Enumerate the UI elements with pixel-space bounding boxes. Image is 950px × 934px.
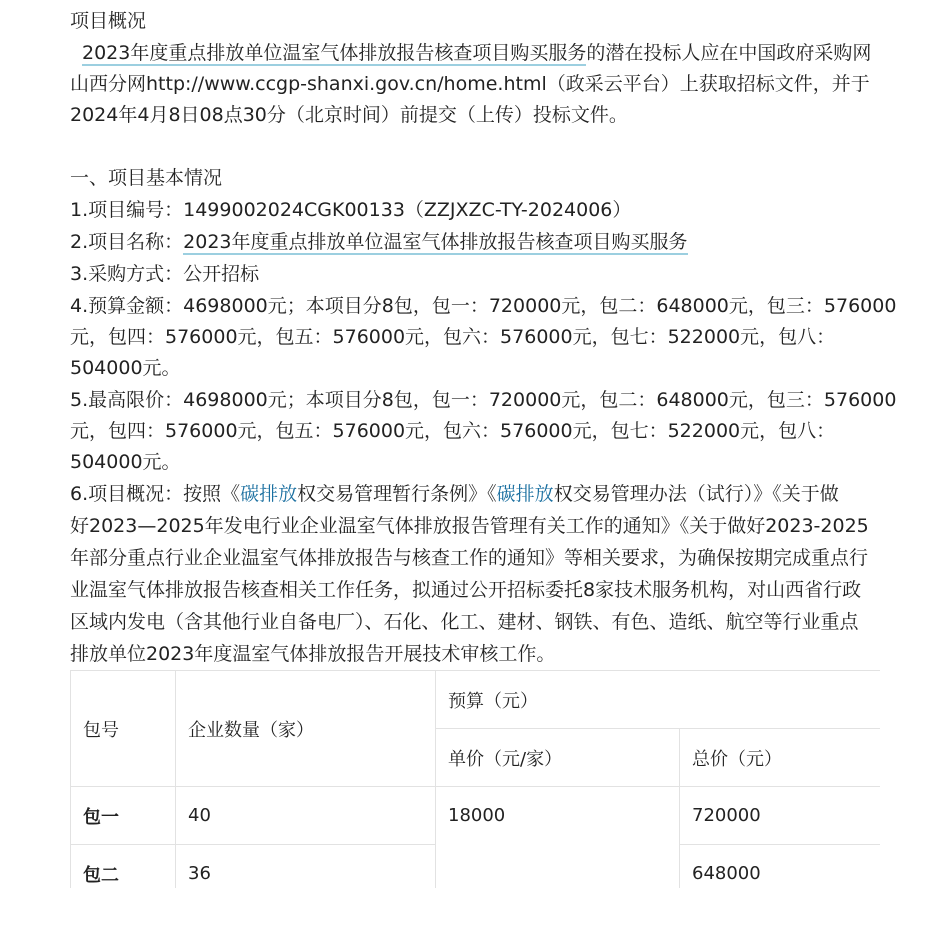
- overview-text-a: 6.项目概况：按照《: [70, 483, 241, 505]
- project-name-line: [70, 227, 688, 258]
- budget-line-1: 4.预算金额：4698000元；本项目分8包，包一：720000元，包二：648000元，包三：576000: [70, 295, 897, 317]
- cell-package: 包一: [71, 787, 176, 845]
- budget-line-3: 504000元。: [70, 357, 181, 379]
- header-total-price: 总价（元）: [680, 729, 881, 787]
- intro-line-3: 2024年4月8日08点30分（北京时间）前提交（上传）投标文件。: [70, 104, 628, 126]
- maxprice-line-2: 元，包四：576000元，包五：576000元，包六：576000元，包七：522000元，包八：: [70, 420, 836, 442]
- budget-line-2: 元，包四：576000元，包五：576000元，包六：576000元，包七：522000元，包八：: [70, 326, 836, 348]
- project-name-link-2[interactable]: 2023年度重点排放单位温室气体排放报告核查项目购买服务: [183, 231, 688, 253]
- intro-line-2: 山西分网http://www.ccgp-shanxi.gov.cn/home.html（政采云平台）上获取招标文件，并于: [70, 73, 870, 95]
- overview-line-3: 年部分重点行业企业温室气体排放报告与核查工作的通知》等相关要求，为确保按期完成重点行: [70, 547, 869, 569]
- header-count: 企业数量（家）: [176, 671, 436, 787]
- project-name-link[interactable]: 2023年度重点排放单位温室气体排放报告核查项目购买服务: [82, 42, 587, 64]
- cell-total: 720000: [680, 787, 881, 845]
- overview-text-b: 权交易管理暂行条例》《: [297, 483, 497, 505]
- header-package: 包号: [71, 671, 176, 787]
- intro-text-1: 的潜在投标人应在中国政府采购网: [586, 42, 872, 64]
- maxprice-line-3: 504000元。: [70, 451, 181, 473]
- maxprice-line-1: 5.最高限价：4698000元；本项目分8包，包一：720000元，包二：648000元，包三：576000: [70, 389, 897, 411]
- carbon-keyword-link-2[interactable]: 碳排放: [496, 483, 554, 505]
- overview-line-5: 区域内发电（含其他行业自备电厂）、石化、化工、建材、钢铁、有色、造纸、航空等行业重点: [70, 611, 859, 633]
- cell-unit-price: 18000: [436, 787, 680, 889]
- table-header-row: [71, 671, 881, 729]
- overview-line-6: 排放单位2023年度温室气体排放报告开展技术审核工作。: [70, 643, 556, 665]
- overview-heading: 项目概况: [70, 10, 147, 32]
- overview-line-4: 业温室气体排放报告核查相关工作任务，拟通过公开招标委托8家技术服务机构，对山西省行政: [70, 579, 862, 601]
- cell-count: 36: [176, 845, 436, 889]
- budget-table: [70, 670, 880, 888]
- table-row: [71, 787, 881, 845]
- procurement-method: 3.采购方式：公开招标: [70, 263, 260, 285]
- cell-count: 40: [176, 787, 436, 845]
- section-title: 一、项目基本情况: [70, 167, 223, 189]
- header-unit-price: 单价（元/家）: [436, 729, 680, 787]
- overview-line-2: 好2023—2025年发电行业企业温室气体排放报告管理有关工作的通知》《关于做好2023-2025: [70, 515, 869, 537]
- intro-line-1: [82, 38, 871, 69]
- overview-text-c: 权交易管理办法（试行）》《关于做: [553, 483, 839, 505]
- carbon-keyword-link-1[interactable]: 碳排放: [240, 483, 298, 505]
- project-number: 1.项目编号：1499002024CGK00133（ZZJXZC-TY-2024006）: [70, 199, 632, 221]
- cell-package: 包二: [71, 845, 176, 889]
- project-name-label: 2.项目名称：: [70, 231, 184, 253]
- cell-total: 648000: [680, 845, 881, 889]
- budget-table-container: [70, 670, 880, 888]
- overview-line-1: [70, 479, 839, 510]
- header-budget: 预算（元）: [436, 671, 881, 729]
